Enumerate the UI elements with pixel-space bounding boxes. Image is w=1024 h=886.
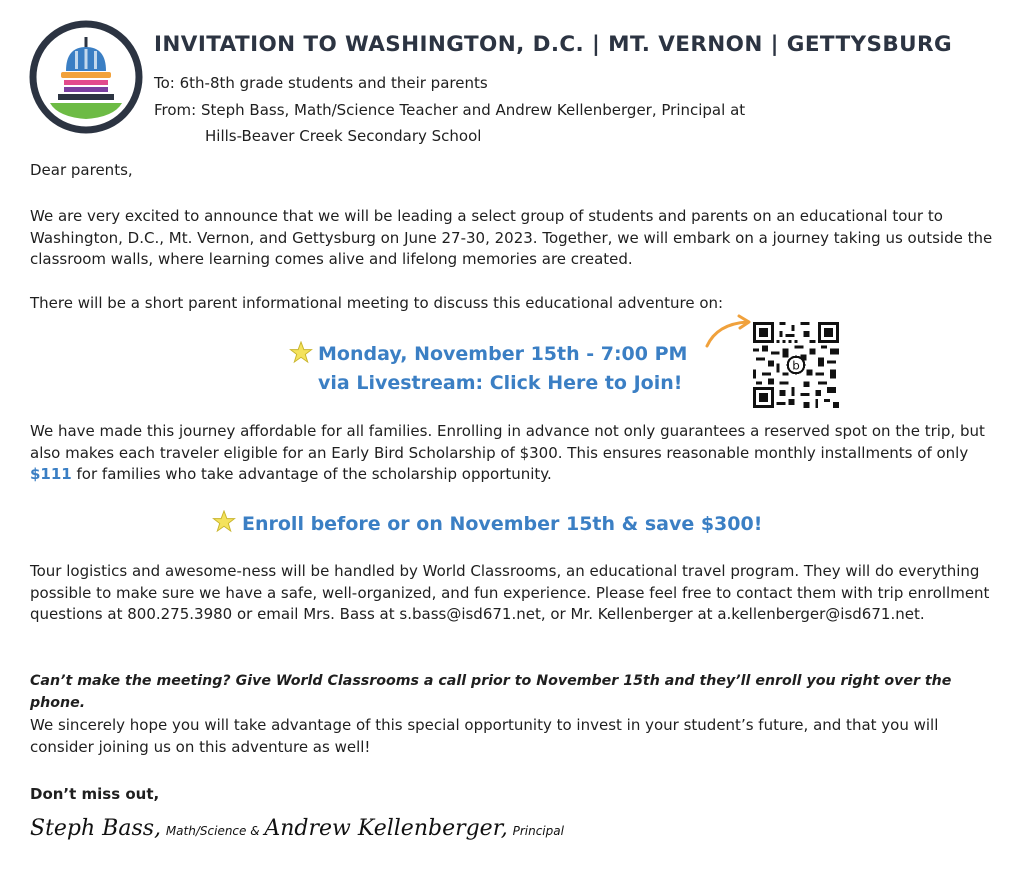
intro-paragraph: We are very excited to announce that we will be leading a select group of students and parents on an educational tour to Washington, D.C., Mt. Vernon, and Gettysburg on June 27-30, 2023. Together, we will embark on a journey taking us outside the classroom walls, where learning comes alive and lifelong memories are created. xyxy=(30,207,993,268)
to-line: To: 6th-8th grade students and their parents xyxy=(154,74,488,92)
signature-line xyxy=(30,818,564,842)
greeting: Dear parents, xyxy=(30,161,133,179)
star-icon xyxy=(289,341,313,364)
affordable-paragraph xyxy=(30,421,996,486)
sign-off: Don’t miss out, xyxy=(30,785,160,803)
livestream-join-link[interactable]: via Livestream: Click Here to Join! xyxy=(318,372,683,394)
logistics-paragraph: Tour logistics and awesome-ness will be handled by World Classrooms, an educational travel program. They will do everything possible to make sure we have a safe, well-organized, and fun experience. Please feel free to contact them with trip enrollment questions at 800.275.3980 or email Mrs. Bass at s.bass@isd671.net, or Mr. Kellenberger at a.kellenberger@isd671.net. xyxy=(30,562,990,623)
star-icon xyxy=(212,510,236,533)
meeting-date: Monday, November 15th - 7:00 PM xyxy=(318,343,688,365)
curved-arrow-icon xyxy=(703,314,753,350)
qr-code-icon[interactable] xyxy=(753,322,839,408)
invitation-title: INVITATION TO WASHINGTON, D.C. | MT. VERNON | GETTYSBURG xyxy=(154,32,953,57)
affordable-text-2: for families who take advantage of the scholarship opportunity. xyxy=(71,465,552,483)
installment-amount: $111 xyxy=(30,465,72,483)
enroll-callout: Enroll before or on November 15th & save $300! xyxy=(242,513,763,535)
signature-role-2: Principal xyxy=(512,824,564,838)
capitol-logo-icon xyxy=(28,19,144,135)
svg-text:b: b xyxy=(792,358,800,373)
signature-andrew-kellenberger: Andrew Kellenberger, xyxy=(264,816,508,841)
signature-role-1: Math/Science & xyxy=(165,824,260,838)
cant-make-meeting-note: Can’t make the meeting? Give World Classrooms a call prior to November 15th and they’ll enroll you right over the phone. xyxy=(30,673,952,711)
meeting-intro: There will be a short parent informational meeting to discuss this educational adventure on: xyxy=(30,294,724,312)
closing-paragraph: We sincerely hope you will take advantage of this special opportunity to invest in your student’s future, and that you will consider joining us on this adventure as well! xyxy=(30,716,939,756)
school-line: Hills-Beaver Creek Secondary School xyxy=(205,127,482,145)
from-line: From: Steph Bass, Math/Science Teacher and Andrew Kellenberger, Principal at xyxy=(154,101,746,119)
signature-steph-bass: Steph Bass, xyxy=(30,816,162,841)
affordable-text-1: We have made this journey affordable for all families. Enrolling in advance not only guarantees a reserved spot on the trip, but also makes each traveler eligible for an Early Bird Scholarship of $300. This ensures reasonable monthly installments of only xyxy=(30,422,985,462)
